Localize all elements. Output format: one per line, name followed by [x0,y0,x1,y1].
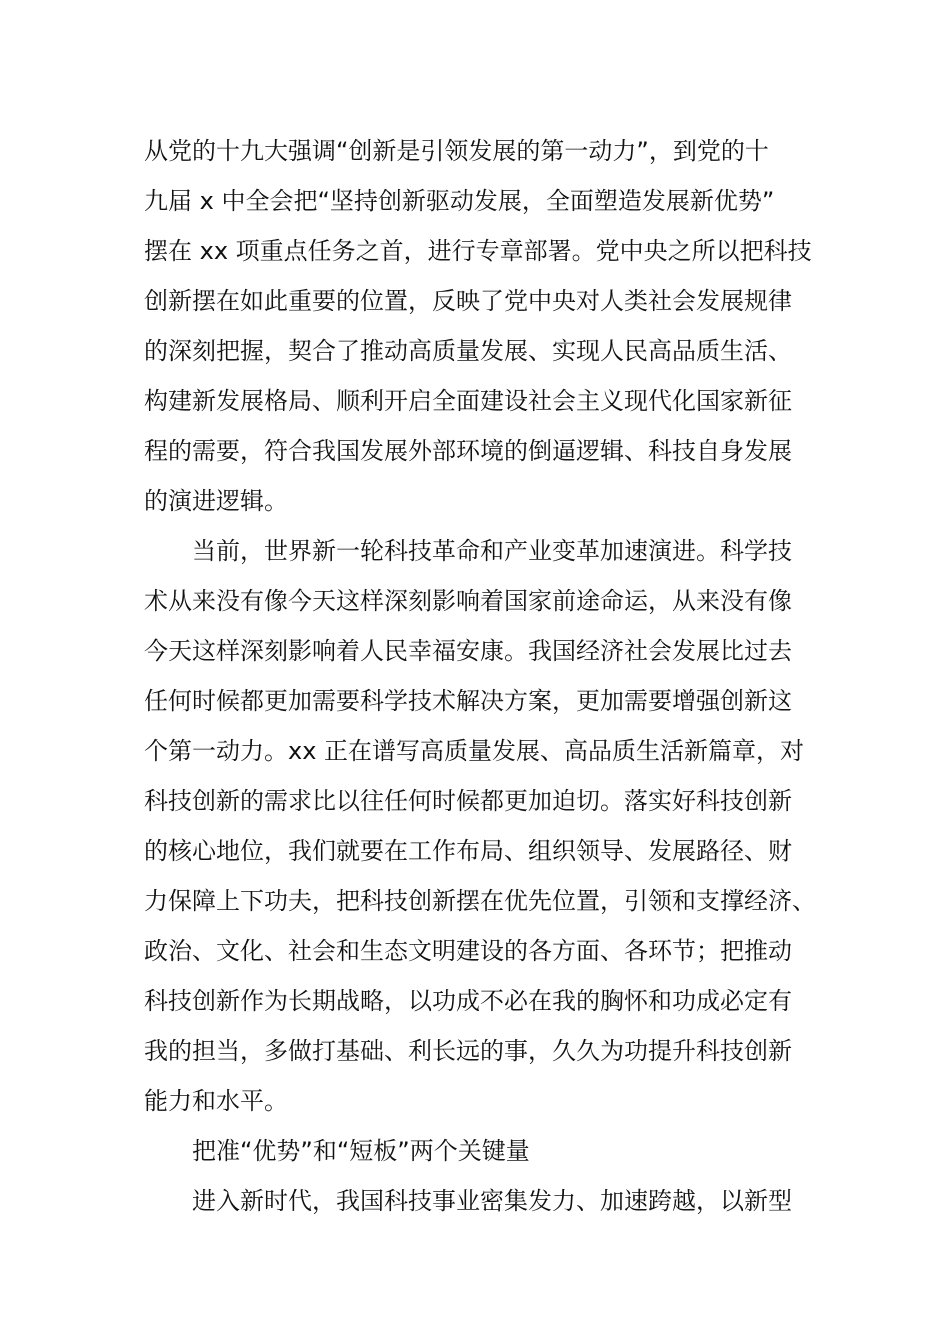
text-line: 当前，世界新一轮科技革命和产业变革加速演进。科学技 [192,537,792,565]
text-line: 能力和水平。 [144,1087,288,1115]
text-line: 把准“优势”和“短板”两个关键量 [192,1137,530,1165]
text-line: 今天这样深刻影响着人民幸福安康。我国经济社会发展比过去 [144,637,792,665]
text-line: 从党的十九大强调“创新是引领发展的第一动力”，到党的十 [144,137,769,165]
text-line: 摆在 xx 项重点任务之首，进行专章部署。党中央之所以把科技 [144,237,812,265]
text-line: 九届 x 中全会把“坚持创新驱动发展，全面塑造发展新优势” [144,187,775,215]
text-line: 的演进逻辑。 [144,487,288,515]
text-line: 创新摆在如此重要的位置，反映了党中央对人类社会发展规律 [144,287,792,315]
text-line: 的深刻把握，契合了推动高质量发展、实现人民高品质生活、 [144,337,792,365]
text-line: 程的需要，符合我国发展外部环境的倒逼逻辑、科技自身发展 [144,437,792,465]
text-line: 的核心地位，我们就要在工作布局、组织领导、发展路径、财 [144,837,792,865]
text-line: 任何时候都更加需要科学技术解决方案，更加需要增强创新这 [144,687,792,715]
text-line: 政治、文化、社会和生态文明建设的各方面、各环节；把推动 [144,937,792,965]
text-line: 科技创新的需求比以往任何时候都更加迫切。落实好科技创新 [144,787,792,815]
text-line: 力保障上下功夫，把科技创新摆在优先位置，引领和支撑经济、 [144,887,816,915]
text-line: 术从来没有像今天这样深刻影响着国家前途命运，从来没有像 [144,587,792,615]
text-line: 科技创新作为长期战略，以功成不必在我的胸怀和功成必定有 [144,987,792,1015]
text-line: 构建新发展格局、顺利开启全面建设社会主义现代化国家新征 [144,387,792,415]
text-line: 个第一动力。xx 正在谱写高质量发展、高品质生活新篇章，对 [144,737,805,765]
text-line: 进入新时代，我国科技事业密集发力、加速跨越，以新型 [192,1187,792,1215]
text-line: 我的担当，多做打基础、利长远的事，久久为功提升科技创新 [144,1037,792,1065]
document-body [144,126,844,1226]
